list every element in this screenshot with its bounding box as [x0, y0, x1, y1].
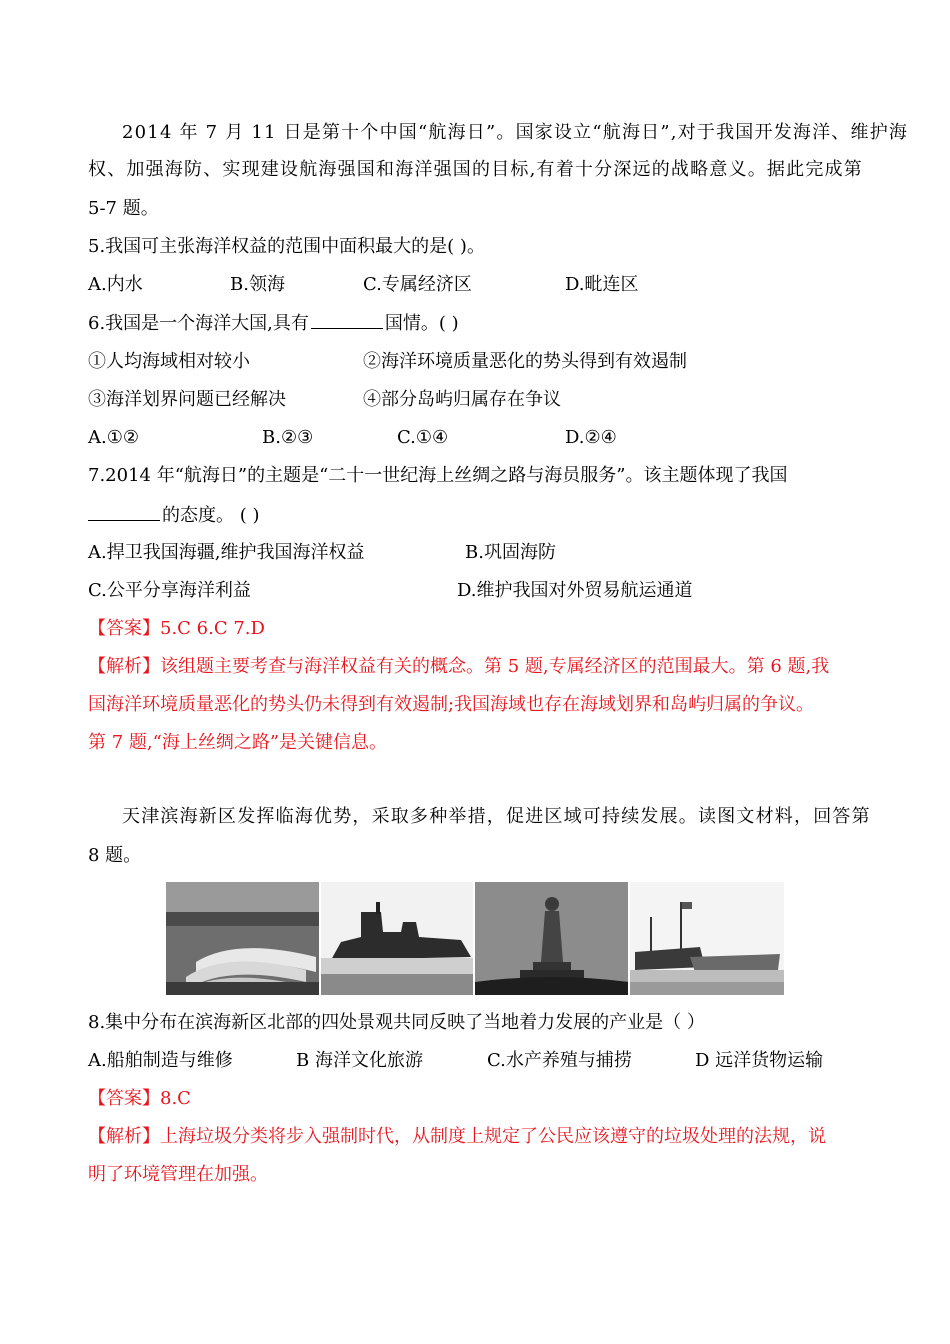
analysis1-line-1: 【解析】该组题主要考查与海洋权益有关的概念。第 5 题,专属经济区的范围最大。第 6 题,我 [88, 656, 830, 677]
answer-1: 【答案】5.C 6.C 7.D [88, 618, 265, 639]
q6-item-3: ③海洋划界问题已经解决 [88, 389, 286, 410]
intro1-line-2: 权、加强海防、实现建设航海强国和海洋强国的目标,有着十分深远的战略意义。据此完成第 [88, 159, 863, 180]
q6-option-b: B.②③ [262, 427, 314, 448]
photo-statue [475, 882, 630, 995]
q7-stem-line-2 [88, 502, 260, 529]
landscape-photo-strip [166, 882, 784, 995]
q8-stem: 8.集中分布在滨海新区北部的四处景观共同反映了当地着力发展的产业是（ ） [88, 1012, 705, 1033]
q6-option-a: A.①② [88, 427, 139, 448]
intro2-line-2: 8 题。 [88, 845, 142, 866]
analysis2-line-2: 明了环境管理在加强。 [88, 1164, 268, 1185]
q6-item-2: ②海洋环境质量恶化的势头得到有效遏制 [363, 351, 687, 372]
photo-wind-turbine-blades [166, 882, 321, 995]
q5-option-d: D.毗连区 [565, 274, 639, 295]
photo-fishing-harbor [630, 882, 784, 995]
q8-option-d: D 远洋货物运输 [695, 1050, 824, 1071]
q8-option-a: A.船舶制造与维修 [88, 1050, 233, 1071]
q7-option-a: A.捍卫我国海疆,维护我国海洋权益 [88, 542, 365, 563]
answer-2: 【答案】8.C [88, 1088, 191, 1109]
photo-aircraft-carrier [321, 882, 476, 995]
q6-stem-before: 6.我国是一个海洋大国,具有 [88, 313, 309, 334]
q7-option-d: D.维护我国对外贸易航运通道 [457, 580, 693, 601]
q5-option-c: C.专属经济区 [363, 274, 472, 295]
q6-stem-after: 国情。( ) [384, 313, 459, 334]
q6-item-4: ④部分岛屿归属存在争议 [363, 389, 561, 410]
q5-option-b: B.领海 [230, 274, 285, 295]
q5-stem: 5.我国可主张海洋权益的范围中面积最大的是( )。 [88, 236, 485, 257]
intro1-line-1: 2014 年 7 月 11 日是第十个中国“航海日”。国家设立“航海日”,对于我国开发海洋、维护海 [122, 122, 909, 143]
q7-option-c: C.公平分享海洋利益 [88, 580, 251, 601]
q7-blank [88, 502, 160, 521]
q6-item-1: ①人均海域相对较小 [88, 351, 250, 372]
q7-stem-line-1: 7.2014 年“航海日”的主题是“二十一世纪海上丝绸之路与海员服务”。该主题体现了我国 [88, 465, 788, 486]
q6-option-d: D.②④ [565, 427, 617, 448]
q6-blank [311, 310, 383, 329]
analysis1-line-3: 第 7 题,“海上丝绸之路”是关键信息。 [88, 732, 388, 753]
q7-option-b: B.巩固海防 [465, 542, 556, 563]
intro1-line-3: 5-7 题。 [88, 198, 159, 219]
q8-option-c: C.水产养殖与捕捞 [487, 1050, 632, 1071]
q7-stem-after: 的态度。 ( ) [162, 505, 260, 526]
analysis2-line-1: 【解析】上海垃圾分类将步入强制时代，从制度上规定了公民应该遵守的垃圾处理的法规，说 [88, 1126, 826, 1147]
q6-stem [88, 310, 459, 337]
intro2-line-1: 天津滨海新区发挥临海优势，采取多种举措，促进区域可持续发展。读图文材料，回答第 [122, 806, 871, 827]
analysis1-line-2: 国海洋环境质量恶化的势头仍未得到有效遏制;我国海域也存在海域划界和岛屿归属的争议。 [88, 694, 815, 715]
q6-option-c: C.①④ [397, 427, 449, 448]
q8-option-b: B 海洋文化旅游 [296, 1050, 423, 1071]
q5-option-a: A.内水 [88, 274, 143, 295]
